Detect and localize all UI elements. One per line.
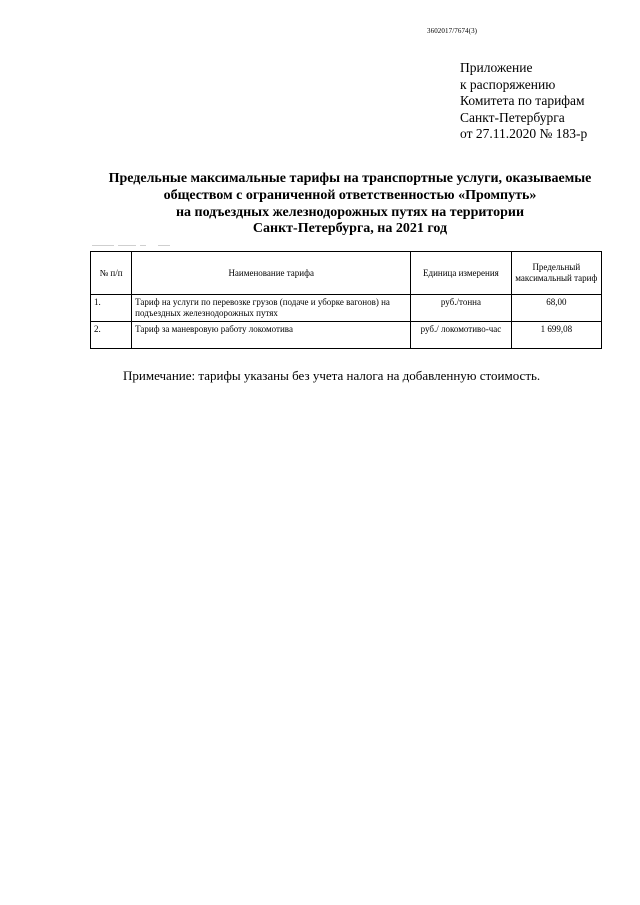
title-line: Предельные максимальные тарифы на транспортные услуги, оказываемые xyxy=(108,171,592,186)
header-num: № п/п xyxy=(91,252,132,295)
table-row xyxy=(91,322,602,349)
appendix-block xyxy=(460,60,587,143)
cell-num: 2. xyxy=(91,322,132,349)
header-name: Наименование тарифа xyxy=(132,252,411,295)
cell-tariff: 68,00 xyxy=(511,295,601,322)
header-tariff: Предельный максимальный тариф xyxy=(511,252,601,295)
table-header-row xyxy=(91,252,602,295)
appendix-line: Санкт-Петербурга xyxy=(460,109,565,125)
appendix-line: Приложение xyxy=(460,60,533,75)
cell-unit: руб./ локомотиво-час xyxy=(411,322,511,349)
title-line: Санкт-Петербурга, на 2021 год xyxy=(252,221,448,237)
document-title xyxy=(90,171,610,238)
appendix-line: к распоряжению xyxy=(460,76,556,92)
cell-num: 1. xyxy=(91,295,132,322)
title-line: на подъездных железнодорожных путях на территории xyxy=(175,204,525,220)
appendix-line: Комитета по тарифам xyxy=(460,93,585,108)
cell-tariff: 1 699,08 xyxy=(511,322,601,349)
document-registration-number: 3602017/7674(3) xyxy=(427,27,478,35)
title-line: обществом с ограниченной ответственностью «Промпуть» xyxy=(163,187,537,203)
tax-note: Примечание: тарифы указаны без учета налога на добавленную стоимость. xyxy=(123,368,541,383)
header-unit: Единица измерения xyxy=(411,252,511,295)
cell-unit: руб./тонна xyxy=(411,295,511,322)
scan-artifact-line xyxy=(92,244,172,247)
table-row xyxy=(91,295,602,322)
tariffs-table xyxy=(90,251,602,349)
cell-name: Тариф за маневровую работу локомотива xyxy=(132,322,411,349)
appendix-line: от 27.11.2020 № 183-р xyxy=(460,126,588,141)
cell-name: Тариф на услуги по перевозке грузов (подаче и уборке вагонов) на подъездных железнодорожных путях xyxy=(132,295,411,322)
